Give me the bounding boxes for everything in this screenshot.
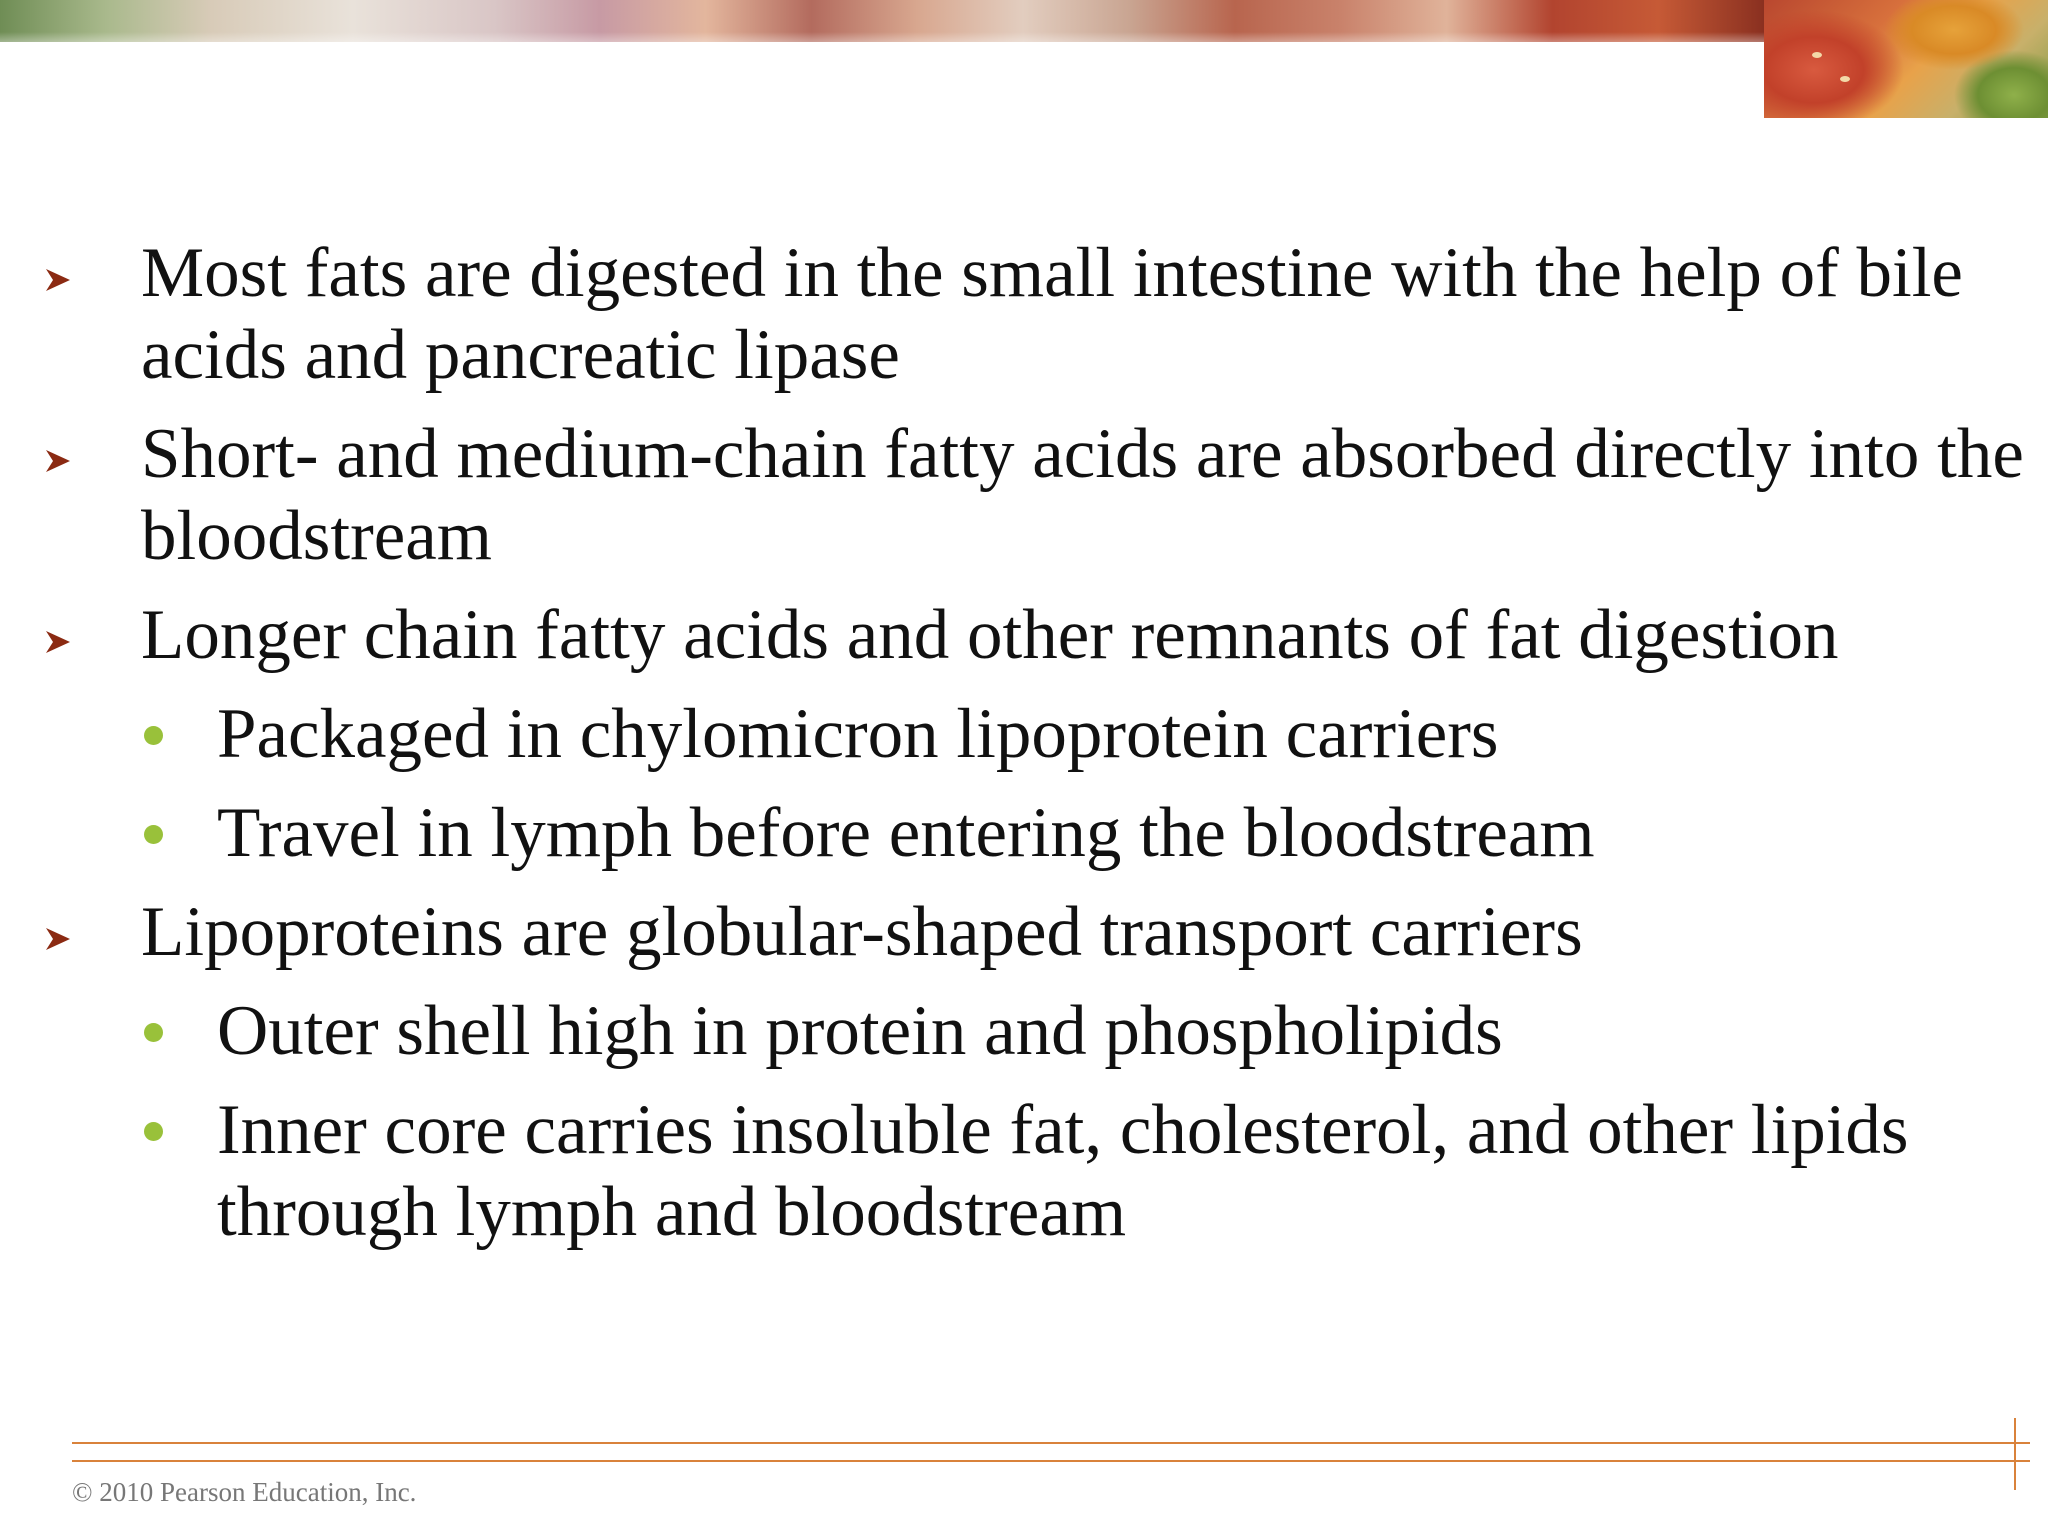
sub-bullet-text: Travel in lymph before entering the bloodstream [217,794,1595,872]
sub-bullet-text: Outer shell high in protein and phospholipids [217,992,1503,1070]
header-photo-banner [0,0,1764,42]
dot-bullet-icon [144,1122,163,1141]
sub-bullet-text: Packaged in chylomicron lipoprotein carriers [217,695,1499,773]
sub-bullet-item [0,990,2048,1072]
footer-rule-top [72,1442,2030,1444]
dot-bullet-icon [144,1023,163,1042]
arrowhead-bullet-icon [44,266,72,294]
footer-rule-cross [2014,1418,2016,1490]
arrowhead-bullet-icon [44,628,72,656]
sub-bullet-text: Inner core carries insoluble fat, cholesterol, and other lipids through lymph and bloodstream [217,1091,1909,1251]
arrowhead-bullet-icon [44,447,72,475]
sub-bullet-item [0,792,2048,874]
bullet-item [0,413,2048,577]
bullet-text: Most fats are digested in the small intestine with the help of bile acids and pancreatic lipase [141,234,1963,394]
bullet-item [0,891,2048,973]
tomato-seed [1840,76,1850,82]
slide-body [0,232,2048,1270]
dot-bullet-icon [144,726,163,745]
sub-bullet-item [0,1089,2048,1253]
bullet-item [0,594,2048,676]
copyright-notice: © 2010 Pearson Education, Inc. [72,1477,417,1507]
corner-food-photo [1764,0,2048,118]
sub-bullet-item [0,693,2048,775]
arrowhead-bullet-icon [44,925,72,953]
tomato-seed [1812,52,1822,58]
bullet-text: Lipoproteins are globular-shaped transport carriers [141,893,1583,971]
dot-bullet-icon [144,825,163,844]
footer-rule-bottom [72,1460,2030,1462]
bullet-text: Short- and medium-chain fatty acids are absorbed directly into the bloodstream [141,415,2024,575]
bullet-item [0,232,2048,396]
bullet-text: Longer chain fatty acids and other remnants of fat digestion [141,596,1839,674]
